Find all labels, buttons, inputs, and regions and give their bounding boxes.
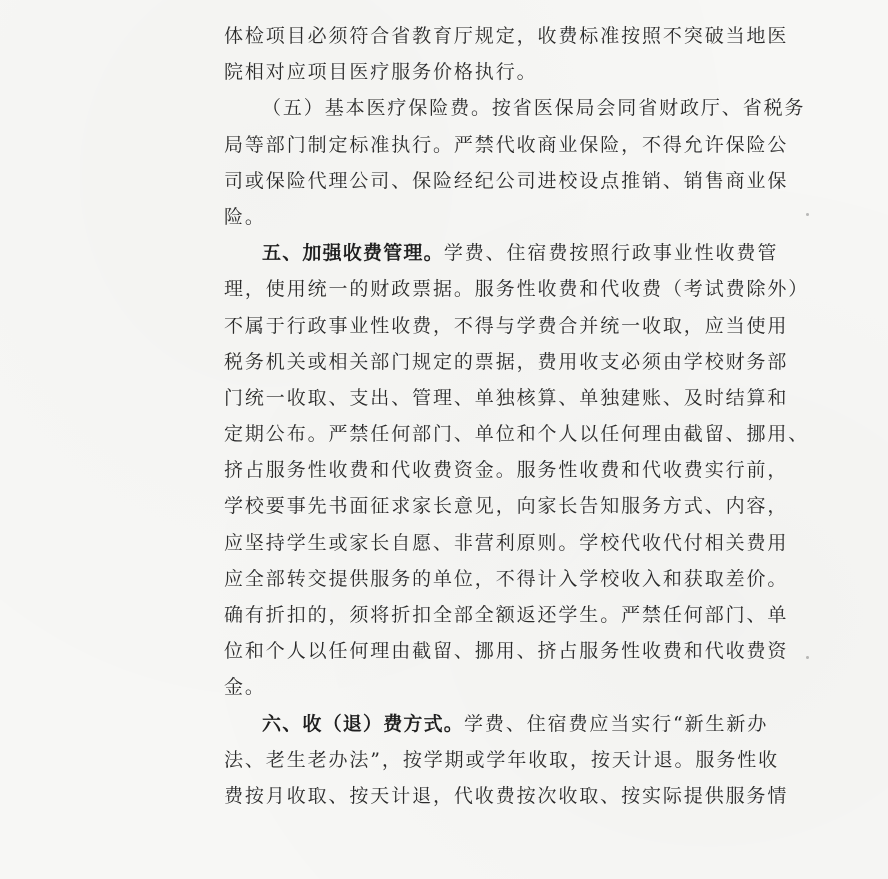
text-line: 门统一收取、支出、管理、单独核算、单独建账、及时结算和 bbox=[224, 386, 789, 409]
section-five-body: 学费、住宿费按照行政事业性收费管 bbox=[443, 242, 779, 265]
text-line: 学校要事先书面征求家长意见，向家长告知服务方式、内容， bbox=[224, 495, 789, 518]
section-six-body: 学费、住宿费应当实行“新生新办 bbox=[464, 712, 769, 735]
text-line: 金。 bbox=[224, 676, 266, 699]
text-line: 局等部门制定标准执行。严禁代收商业保险，不得允许保险公 bbox=[224, 133, 789, 156]
text-line: 应全部转交提供服务的单位，不得计入学校收入和获取差价。 bbox=[224, 567, 789, 590]
section-five-line bbox=[224, 235, 779, 271]
text-line: 院相对应项目医疗服务价格执行。 bbox=[224, 61, 538, 84]
text-line: （五）基本医疗保险费。按省医保局会同省财政厅、省税务 bbox=[262, 97, 806, 120]
text-line: 体检项目必须符合省教育厅规定，收费标准按照不突破当地医 bbox=[224, 25, 789, 47]
text-line: 确有折扣的，须将折扣全部全额返还学生。严禁任何部门、单 bbox=[224, 604, 789, 626]
section-heading-six: 六、收（退）费方式。 bbox=[262, 712, 465, 735]
scan-speck bbox=[806, 213, 809, 216]
text-line: 税务机关或相关部门规定的票据，费用收支必须由学校财务部 bbox=[224, 350, 789, 373]
text-line: 定期公布。严禁任何部门、单位和个人以任何理由截留、挪用、 bbox=[224, 423, 810, 446]
text-line: 位和个人以任何理由截留、挪用、挤占服务性收费和代收费资 bbox=[224, 640, 789, 663]
document-body bbox=[224, 18, 810, 814]
text-line: 理，使用统一的财政票据。服务性收费和代收费（考试费除外） bbox=[224, 278, 810, 301]
text-line: 不属于行政事业性收费，不得与学费合并统一收取，应当使用 bbox=[224, 314, 789, 337]
text-line: 险。 bbox=[224, 205, 266, 228]
section-heading-five: 五、加强收费管理。 bbox=[262, 242, 444, 265]
text-line: 挤占服务性收费和代收费资金。服务性收费和代收费实行前， bbox=[224, 459, 789, 482]
text-line: 司或保险代理公司、保险经纪公司进校设点推销、销售商业保 bbox=[224, 169, 789, 192]
text-line: 应坚持学生或家长自愿、非营利原则。学校代收代付相关费用 bbox=[224, 531, 789, 554]
section-six-line bbox=[224, 706, 769, 742]
text-line: 法、老生老办法”，按学期或学年收取，按天计退。服务性收 bbox=[224, 748, 780, 771]
text-line: 费按月收取、按天计退，代收费按次收取、按实际提供服务情 bbox=[224, 784, 789, 807]
scan-speck bbox=[806, 656, 809, 659]
